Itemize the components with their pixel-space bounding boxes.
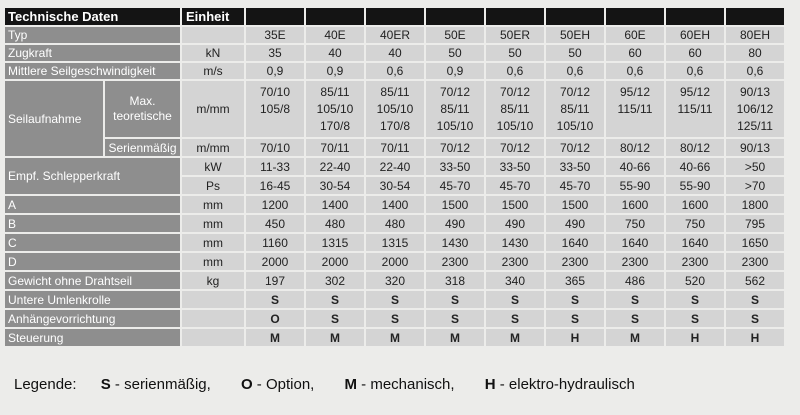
value-cell: S [606, 310, 664, 327]
value-cell: S [666, 291, 724, 308]
header-blank [726, 8, 784, 25]
header-blank [306, 8, 364, 25]
value-cell: S [546, 310, 604, 327]
legend-item-o [241, 376, 314, 393]
value-cell: 490 [546, 215, 604, 232]
value-cell: 480 [306, 215, 364, 232]
value-cell: M [246, 329, 304, 346]
unit-cell [182, 291, 244, 308]
value-cell: S [306, 310, 364, 327]
tech-data-table [3, 6, 786, 348]
value-cell: 22-40 [306, 158, 364, 175]
value-cell: 33-50 [486, 158, 544, 175]
value-cell: M [606, 329, 664, 346]
value-cell: 70/10 105/8 [246, 81, 304, 137]
value-cell: 302 [306, 272, 364, 289]
value-cell: S [426, 291, 484, 308]
value-cell: 60 [666, 45, 724, 61]
unit-cell: mm [182, 253, 244, 270]
value-cell: 1500 [426, 196, 484, 213]
value-cell: S [306, 291, 364, 308]
model-name: 40E [306, 27, 364, 43]
row-label: D [5, 253, 180, 270]
value-cell: 562 [726, 272, 784, 289]
row-seilaufnahme-serie [5, 139, 784, 156]
row-label: C [5, 234, 180, 251]
model-name: 60EH [666, 27, 724, 43]
value-cell: 0,6 [486, 63, 544, 79]
legend-text: - Option, [252, 376, 315, 393]
unit-cell: m/mm [182, 139, 244, 156]
value-cell: 90/13 [726, 139, 784, 156]
value-cell: 50 [546, 45, 604, 61]
value-cell: 1160 [246, 234, 304, 251]
value-cell: 80/12 [666, 139, 724, 156]
sub-label-max: Max. teoretische [105, 81, 180, 137]
value-cell: S [426, 310, 484, 327]
unit-cell: mm [182, 234, 244, 251]
value-cell: 1800 [726, 196, 784, 213]
value-cell: 40 [306, 45, 364, 61]
unit-cell: m/mm [182, 81, 244, 137]
value-cell: 80 [726, 45, 784, 61]
model-name: 60E [606, 27, 664, 43]
value-cell: 0,6 [666, 63, 724, 79]
value-cell: 35 [246, 45, 304, 61]
value-cell: 85/11 105/10 170/8 [366, 81, 424, 137]
value-cell: 70/11 [366, 139, 424, 156]
value-cell: 2300 [726, 253, 784, 270]
unit-cell: Ps [182, 177, 244, 194]
value-cell: S [486, 310, 544, 327]
value-cell: H [546, 329, 604, 346]
value-cell: 11-33 [246, 158, 304, 175]
value-cell: S [366, 310, 424, 327]
value-cell: >70 [726, 177, 784, 194]
legend-key: S [100, 376, 111, 393]
unit-column-header: Einheit [182, 8, 244, 25]
header-blank [546, 8, 604, 25]
value-cell: S [726, 310, 784, 327]
value-cell: 1640 [606, 234, 664, 251]
value-cell: 486 [606, 272, 664, 289]
legend-item-h [485, 376, 635, 393]
value-cell: 2000 [366, 253, 424, 270]
row-label: B [5, 215, 180, 232]
value-cell: 1400 [306, 196, 364, 213]
value-cell: 197 [246, 272, 304, 289]
value-cell: S [366, 291, 424, 308]
value-cell: 2300 [606, 253, 664, 270]
row-schlepper-kw [5, 158, 784, 175]
value-cell: 40 [366, 45, 424, 61]
value-cell: >50 [726, 158, 784, 175]
value-cell: 70/11 [306, 139, 364, 156]
unit-cell [182, 27, 244, 43]
value-cell: 33-50 [426, 158, 484, 175]
value-cell: 1400 [366, 196, 424, 213]
value-cell: 95/12 115/11 [666, 81, 724, 137]
value-cell: 520 [666, 272, 724, 289]
row-label: Steuerung [5, 329, 180, 346]
value-cell: 795 [726, 215, 784, 232]
value-cell: S [666, 310, 724, 327]
value-cell: 1315 [306, 234, 364, 251]
value-cell: 55-90 [606, 177, 664, 194]
row-label: Zugkraft [5, 45, 180, 61]
legend-key: O [240, 376, 253, 393]
value-cell: 1600 [606, 196, 664, 213]
model-name: 50ER [486, 27, 544, 43]
model-name: 50EH [546, 27, 604, 43]
value-cell: M [426, 329, 484, 346]
sub-label-serie: Serienmäßig [105, 139, 180, 156]
value-cell: 0,9 [426, 63, 484, 79]
row-c [5, 234, 784, 251]
legend-text: - mechanisch, [357, 376, 455, 393]
value-cell: 2000 [246, 253, 304, 270]
value-cell: 0,9 [246, 63, 304, 79]
value-cell: 1200 [246, 196, 304, 213]
value-cell: 30-54 [306, 177, 364, 194]
unit-cell: mm [182, 196, 244, 213]
value-cell: 45-70 [486, 177, 544, 194]
value-cell: 1430 [426, 234, 484, 251]
value-cell: H [726, 329, 784, 346]
value-cell: 33-50 [546, 158, 604, 175]
unit-cell [182, 329, 244, 346]
value-cell: 480 [366, 215, 424, 232]
value-cell: 90/13 106/12 125/11 [726, 81, 784, 137]
model-name: 40ER [366, 27, 424, 43]
legend [14, 376, 635, 393]
value-cell: 2300 [666, 253, 724, 270]
row-label: Mittlere Seilgeschwindigkeit [5, 63, 180, 79]
header-blank [606, 8, 664, 25]
row-umlenkrolle [5, 291, 784, 308]
row-label: Gewicht ohne Drahtseil [5, 272, 180, 289]
value-cell: 450 [246, 215, 304, 232]
unit-cell: kN [182, 45, 244, 61]
value-cell: 750 [606, 215, 664, 232]
value-cell: 50 [486, 45, 544, 61]
value-cell: 40-66 [606, 158, 664, 175]
model-name: 50E [426, 27, 484, 43]
row-typ [5, 27, 784, 43]
value-cell: 50 [426, 45, 484, 61]
value-cell: 22-40 [366, 158, 424, 175]
value-cell: S [546, 291, 604, 308]
value-cell: S [246, 291, 304, 308]
row-label: A [5, 196, 180, 213]
row-label: Untere Umlenkrolle [5, 291, 180, 308]
value-cell: 45-70 [546, 177, 604, 194]
value-cell: O [246, 310, 304, 327]
value-cell: 95/12 115/11 [606, 81, 664, 137]
value-cell: 1500 [546, 196, 604, 213]
value-cell: S [726, 291, 784, 308]
row-gewicht [5, 272, 784, 289]
value-cell: H [666, 329, 724, 346]
value-cell: 16-45 [246, 177, 304, 194]
value-cell: M [366, 329, 424, 346]
row-zugkraft [5, 45, 784, 61]
value-cell: 0,6 [366, 63, 424, 79]
row-anhaengevorrichtung [5, 310, 784, 327]
unit-cell: kg [182, 272, 244, 289]
value-cell: 1640 [546, 234, 604, 251]
row-b [5, 215, 784, 232]
header-blank [666, 8, 724, 25]
header-blank [246, 8, 304, 25]
value-cell: 340 [486, 272, 544, 289]
value-cell: 1430 [486, 234, 544, 251]
value-cell: M [306, 329, 364, 346]
value-cell: 2300 [426, 253, 484, 270]
header-row [5, 8, 784, 25]
value-cell: 320 [366, 272, 424, 289]
value-cell: 70/12 85/11 105/10 [546, 81, 604, 137]
value-cell: 0,9 [306, 63, 364, 79]
legend-key: H [484, 376, 496, 393]
model-name: 35E [246, 27, 304, 43]
legend-item-s [101, 376, 211, 393]
row-label: Anhängevorrichtung [5, 310, 180, 327]
unit-cell: kW [182, 158, 244, 175]
row-label: Seilaufnahme [5, 81, 103, 156]
value-cell: 2300 [546, 253, 604, 270]
header-blank [486, 8, 544, 25]
value-cell: 45-70 [426, 177, 484, 194]
value-cell: 40-66 [666, 158, 724, 175]
value-cell: 1315 [366, 234, 424, 251]
value-cell: 0,6 [606, 63, 664, 79]
value-cell: 1500 [486, 196, 544, 213]
value-cell: 750 [666, 215, 724, 232]
unit-cell [182, 310, 244, 327]
row-seilgeschwindigkeit [5, 63, 784, 79]
value-cell: M [486, 329, 544, 346]
value-cell: 70/12 [546, 139, 604, 156]
value-cell: 85/11 105/10 170/8 [306, 81, 364, 137]
row-label: Typ [5, 27, 180, 43]
value-cell: 1600 [666, 196, 724, 213]
value-cell: 2000 [306, 253, 364, 270]
value-cell: 70/12 [426, 139, 484, 156]
value-cell: 490 [426, 215, 484, 232]
legend-text: - serienmäßig, [110, 376, 211, 393]
value-cell: 70/10 [246, 139, 304, 156]
legend-text: - elektro-hydraulisch [495, 376, 635, 393]
value-cell: 70/12 85/11 105/10 [486, 81, 544, 137]
value-cell: 318 [426, 272, 484, 289]
value-cell: 0,6 [546, 63, 604, 79]
value-cell: 30-54 [366, 177, 424, 194]
legend-label: Legende: [14, 376, 77, 393]
value-cell: 365 [546, 272, 604, 289]
unit-cell: m/s [182, 63, 244, 79]
value-cell: 80/12 [606, 139, 664, 156]
value-cell: 70/12 85/11 105/10 [426, 81, 484, 137]
value-cell: 60 [606, 45, 664, 61]
model-name: 80EH [726, 27, 784, 43]
value-cell: 1640 [666, 234, 724, 251]
row-steuerung [5, 329, 784, 346]
legend-item-m [345, 376, 455, 393]
legend-key: M [344, 376, 358, 393]
value-cell: 1650 [726, 234, 784, 251]
unit-cell: mm [182, 215, 244, 232]
row-a [5, 196, 784, 213]
header-blank [366, 8, 424, 25]
header-blank [426, 8, 484, 25]
value-cell: 490 [486, 215, 544, 232]
row-seilaufnahme-max [5, 81, 784, 137]
row-label: Empf. Schlepperkraft [5, 158, 180, 194]
value-cell: 70/12 [486, 139, 544, 156]
value-cell: S [606, 291, 664, 308]
value-cell: S [486, 291, 544, 308]
value-cell: 0,6 [726, 63, 784, 79]
row-d [5, 253, 784, 270]
value-cell: 2300 [486, 253, 544, 270]
table-title: Technische Daten [5, 8, 180, 25]
value-cell: 55-90 [666, 177, 724, 194]
